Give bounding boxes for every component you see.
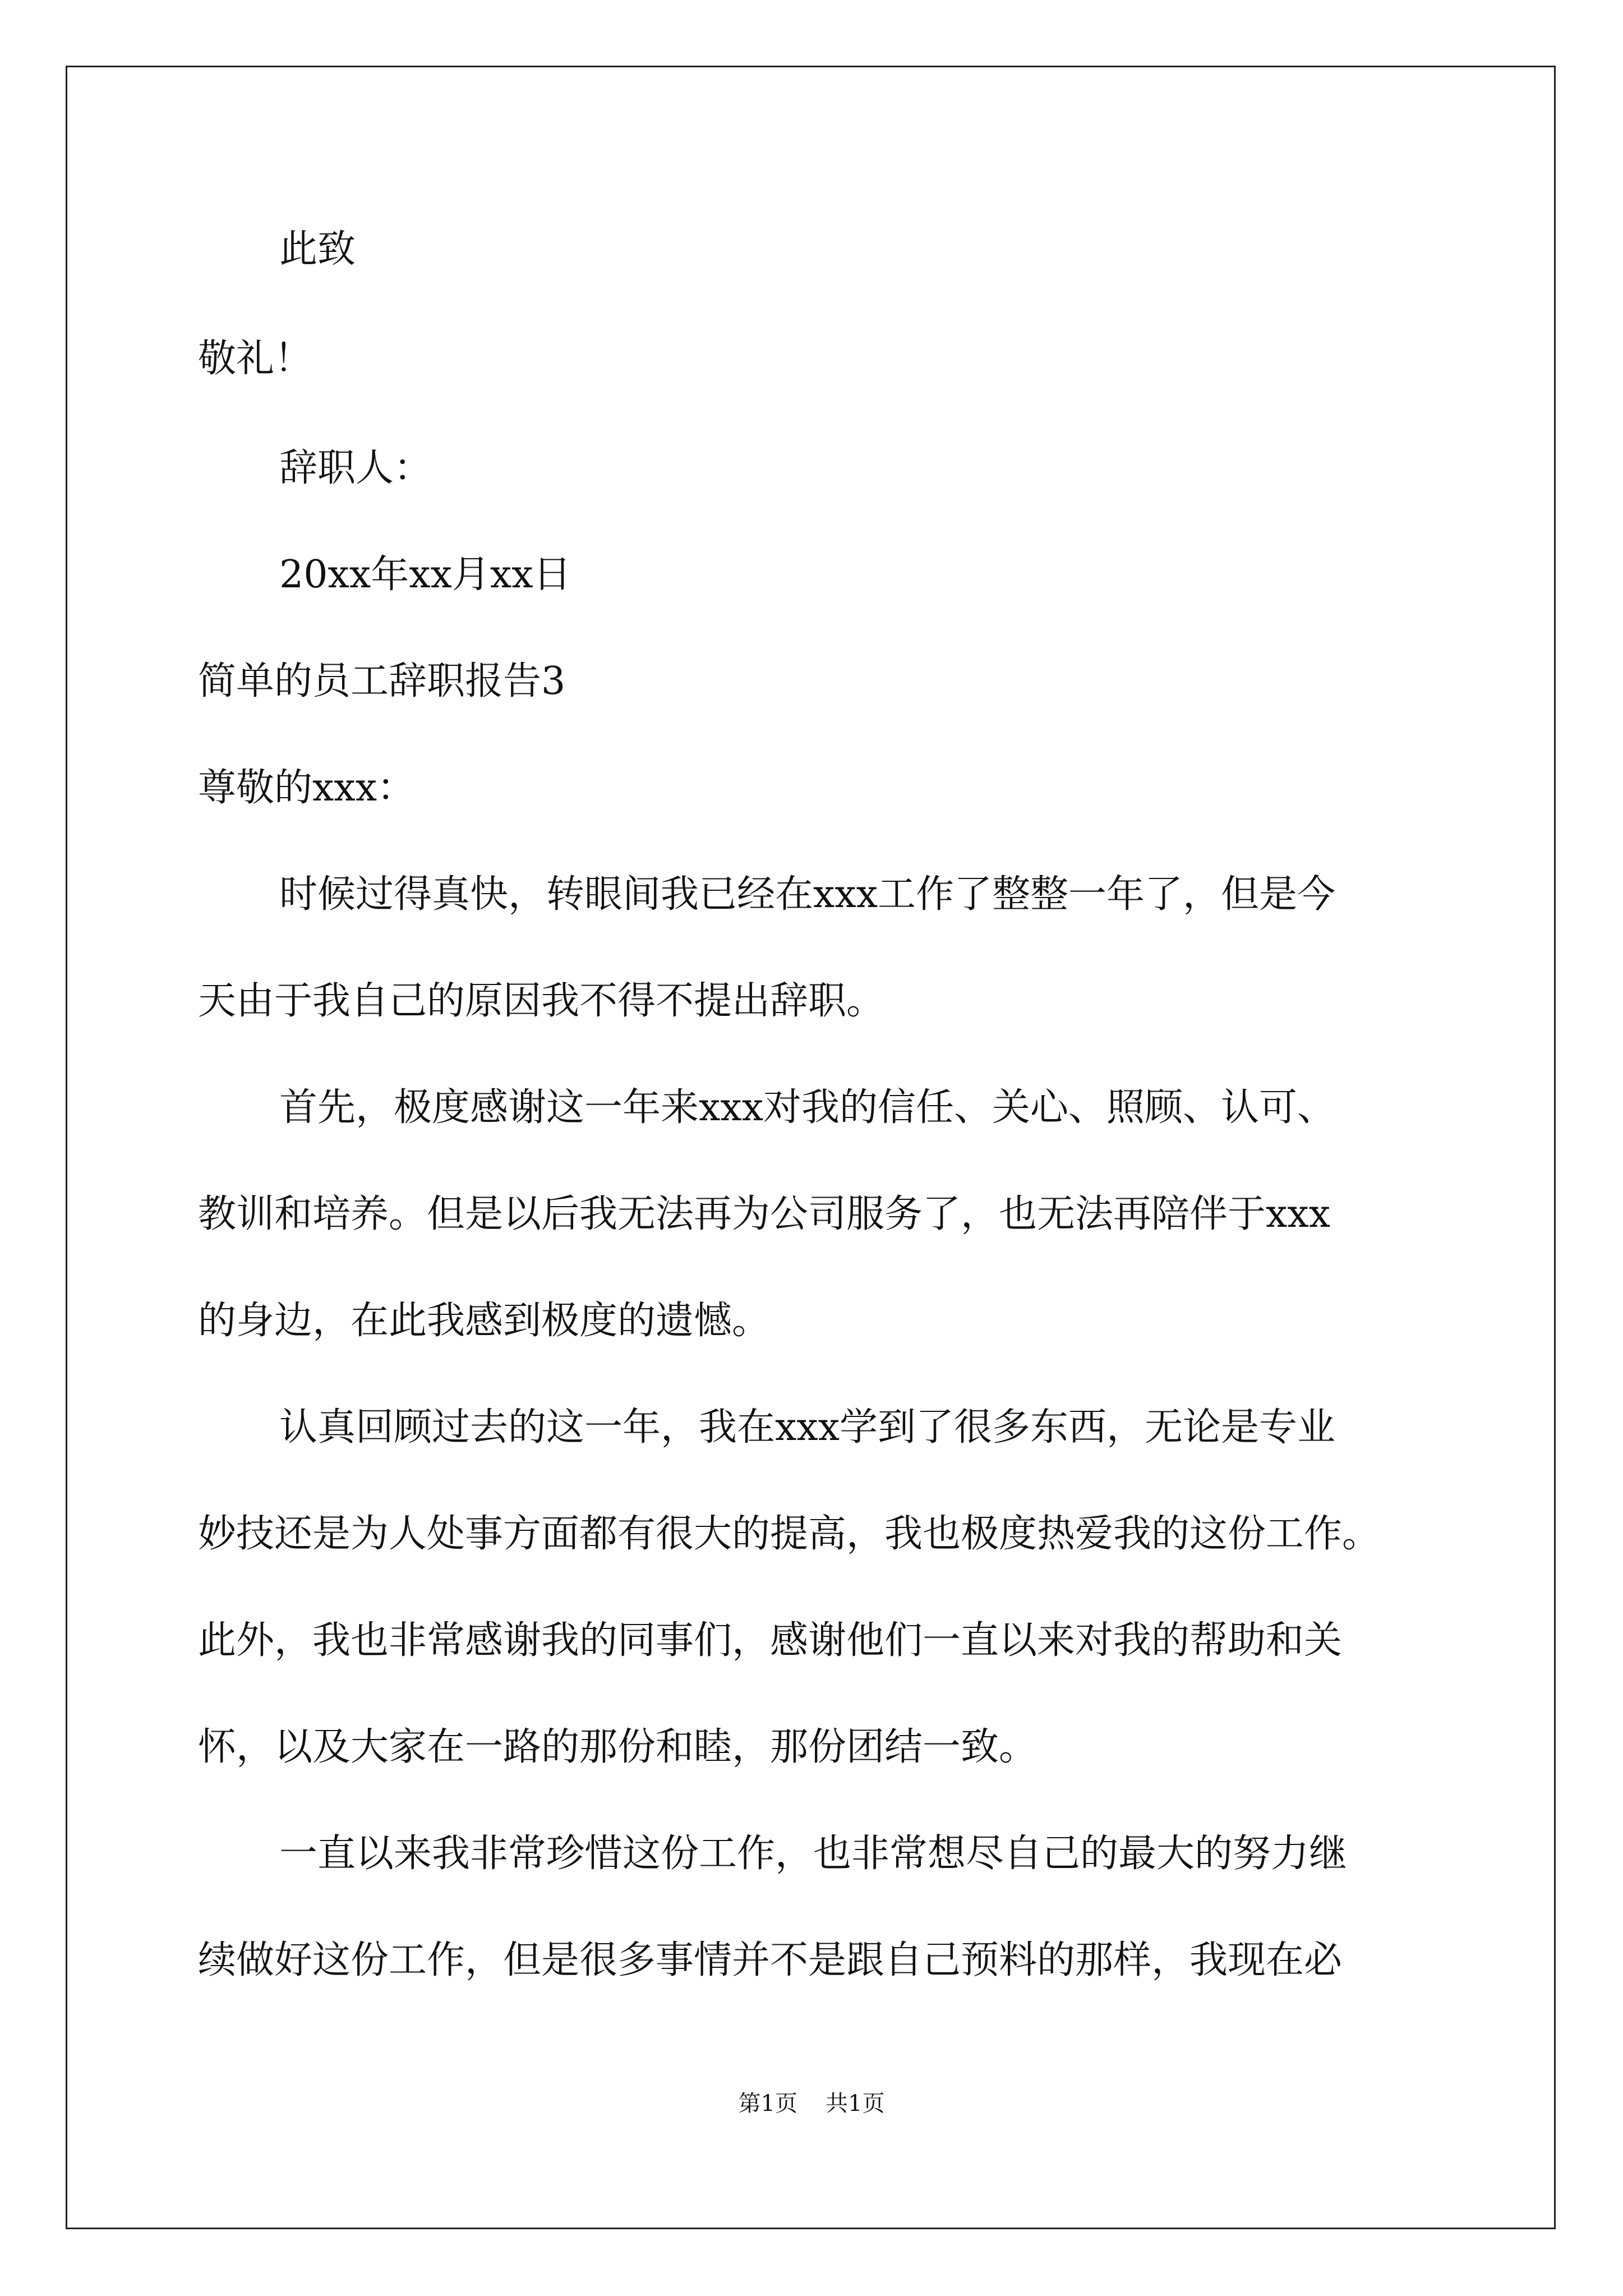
- addressee-line: 尊敬的xxx：: [198, 766, 416, 810]
- salutation-line: 敬礼！: [198, 337, 313, 381]
- page-total: 共1页: [826, 2091, 885, 2116]
- section-title: 简单的员工辞职报告3: [198, 659, 566, 703]
- paragraph-line: 怀，以及大家在一路的那份和睦，那份团结一致。: [198, 1725, 1038, 1769]
- paragraph-line: 一直以来我非常珍惜这份工作，也非常想尽自己的最大的努力继: [279, 1832, 1348, 1876]
- closing-line: 此致: [279, 227, 356, 272]
- paragraph-line: 妙技还是为人处事方面都有很大的提高，我也极度热爱我的这份工作。: [198, 1512, 1381, 1556]
- paragraph-line: 首先，极度感谢这一年来xxx对我的信任、关心、照顾、认可、: [279, 1085, 1336, 1130]
- date-line: 20xx年xx月xx日: [279, 553, 571, 597]
- paragraph-line: 此外，我也非常感谢我的同事们，感谢他们一直以来对我的帮助和关: [198, 1618, 1343, 1663]
- page-border: [66, 66, 1556, 2229]
- paragraph-line: 时候过得真快，转眼间我已经在xxx工作了整整一年了，但是今: [279, 872, 1336, 917]
- paragraph-line: 续做好这份工作，但是很多事情并不是跟自己预料的那样，我现在必: [198, 1938, 1343, 1982]
- page-footer: [0, 2090, 1623, 2118]
- page-current: 第1页: [738, 2091, 797, 2116]
- paragraph-line: 天由于我自己的原因我不得不提出辞职。: [198, 979, 885, 1023]
- paragraph-line: 教训和培养。但是以后我无法再为公司服务了，也无法再陪伴于xxx: [198, 1192, 1331, 1236]
- paragraph-line: 认真回顾过去的这一年，我在xxx学到了很多东西，无论是专业: [279, 1405, 1336, 1450]
- signature-label: 辞职人：: [279, 446, 432, 490]
- paragraph-line: 的身边，在此我感到极度的遗憾。: [198, 1299, 771, 1343]
